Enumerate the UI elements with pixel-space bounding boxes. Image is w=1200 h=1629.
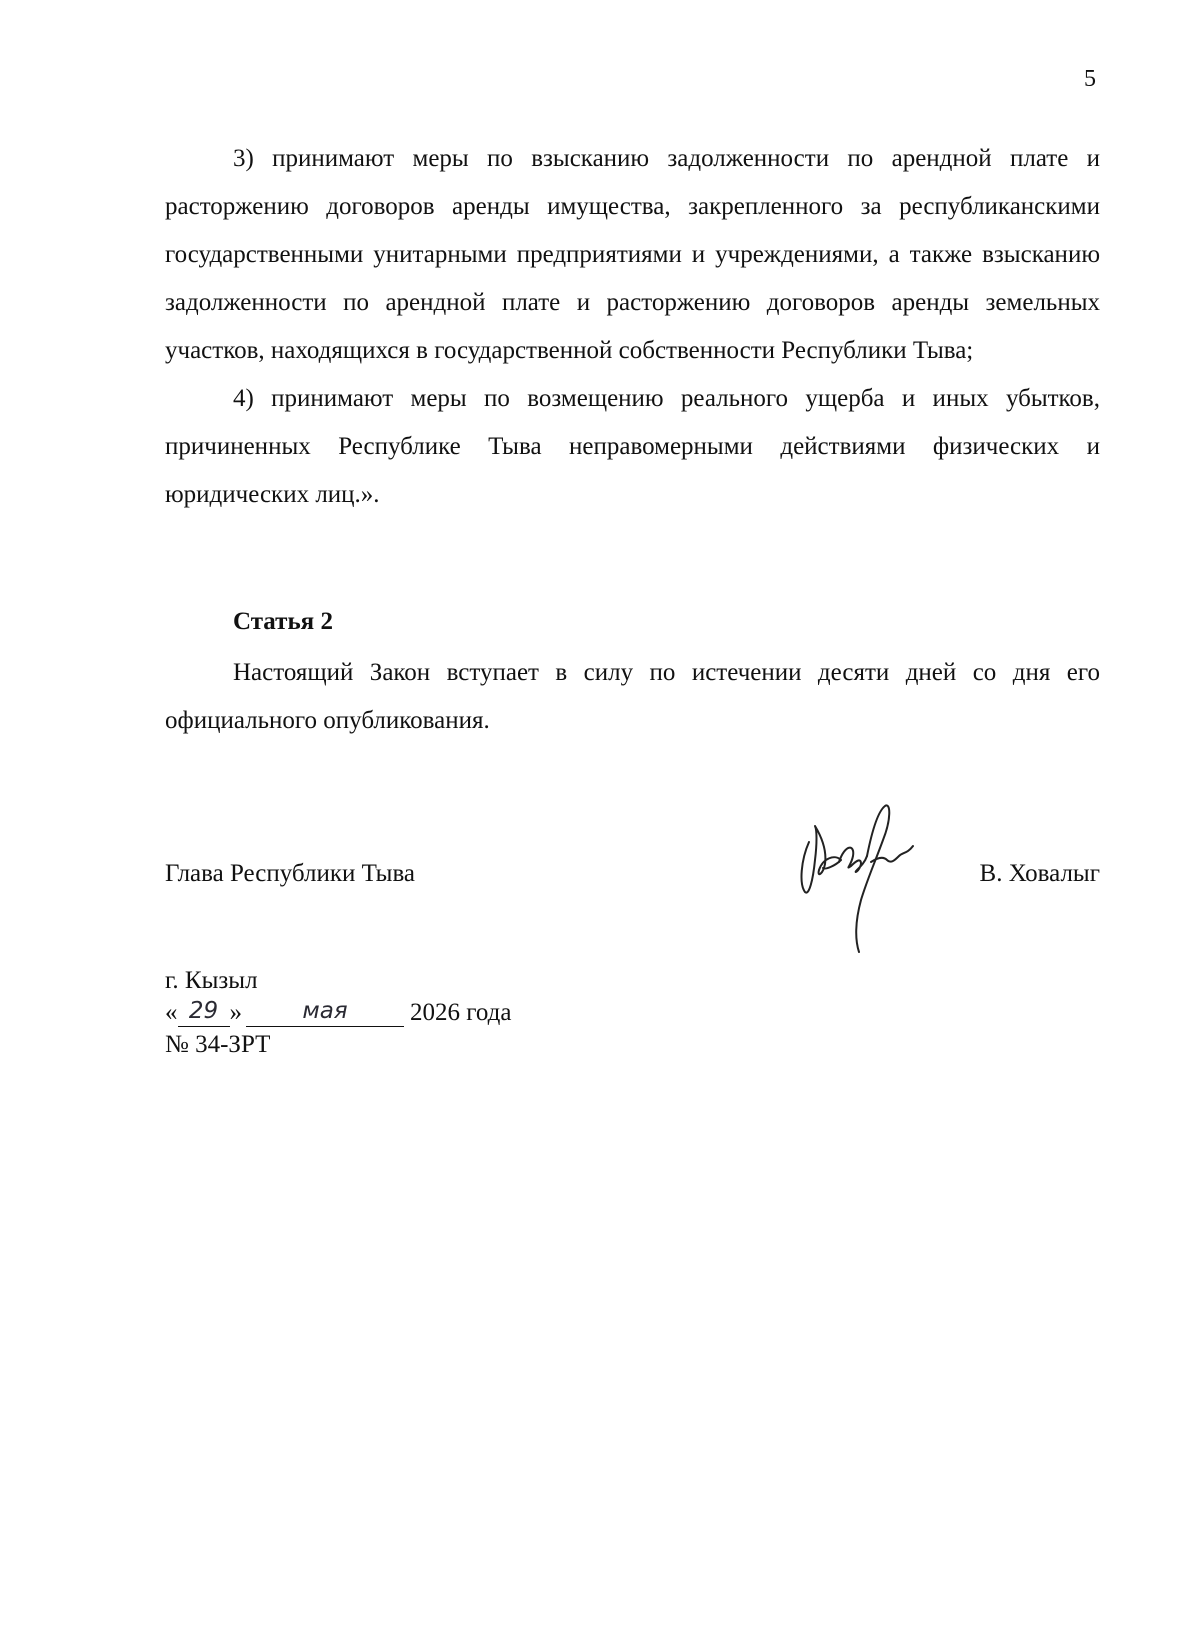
date-month-handwritten: мая [302, 998, 348, 1024]
law-amendment-text [165, 135, 1100, 519]
handwritten-signature [795, 800, 925, 960]
date-month-field [246, 1000, 404, 1027]
law-number: № 34-ЗРТ [165, 1031, 271, 1058]
signing-date [165, 997, 511, 1029]
article-body [165, 649, 1100, 745]
date-year: 2026 года [410, 999, 512, 1026]
page-number: 5 [1084, 66, 1096, 92]
date-day-field [178, 1000, 230, 1027]
paragraph-item-4: 4) принимают меры по возмещению реального ущерба и иных убытков, причиненных Республике Тыва неправомерными действиями физических и юридических лиц.». [165, 385, 1100, 508]
signer-title: Глава Республики Тыва [165, 860, 416, 887]
signer-name: В. Ховалыг [979, 860, 1100, 887]
date-day-handwritten: 29 [188, 998, 219, 1024]
article-paragraph: Настоящий Закон вступает в силу по истечении десяти дней со дня его официального опубликования. [165, 659, 1100, 734]
article-heading: Статья 2 [233, 608, 333, 635]
date-open-quote: « [165, 999, 178, 1026]
date-close-quote: » [229, 999, 242, 1026]
paragraph-item-3: 3) принимают меры по взысканию задолженности по арендной плате и расторжению договоров аренды имущества, закрепленного за республиканскими государственными унитарными предприятиями и учреждениями, а также взысканию задолженности по арендной плате и расторжению договоров аренды земельных участков, находящихся в государственной собственности Республики Тыва; [165, 145, 1100, 364]
signing-city: г. Кызыл [165, 967, 258, 994]
